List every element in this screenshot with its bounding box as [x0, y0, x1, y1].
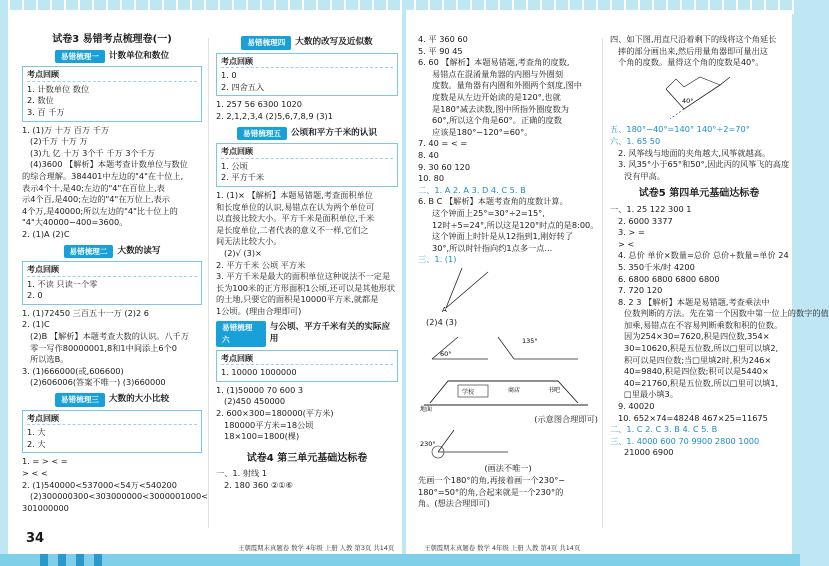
review-line: 1. 不读 只读一个零 — [27, 278, 98, 289]
torn-edge — [666, 77, 720, 89]
answer-line: 4. 平 360 60 — [418, 34, 468, 44]
section-header-6 — [216, 321, 398, 346]
column-1 — [22, 32, 209, 514]
right-page — [406, 10, 829, 556]
answer-line: □里最小填3。 — [624, 389, 678, 400]
test5-title: 试卷5 第四单元基础达标卷 — [638, 188, 760, 200]
section-tag: 易错梳理三 — [55, 393, 105, 407]
edge-tab — [94, 554, 102, 566]
review-heading: 考点回顾 — [221, 56, 393, 69]
answer-line: 8. 40 — [418, 149, 439, 160]
answer-line: 个角的度数。量得这个角的度数是40°。 — [618, 57, 764, 68]
angle-label: 60° — [440, 350, 452, 359]
answer-line: (4)3600 【解析】本题考查计数单位与数位 — [30, 159, 188, 170]
answer-line: 2. 平方千米 公顷 平方米 — [216, 259, 306, 270]
test4-title: 试卷4 第三单元基础达标卷 — [246, 452, 368, 464]
left-page — [8, 10, 402, 556]
review-line: 2. 数位 — [27, 95, 54, 106]
edge-tab — [76, 554, 84, 566]
answer-line: > < < — [22, 468, 48, 478]
answer-line: 180°=50°的角,合起来就是一个230°的 — [418, 486, 564, 497]
review-box-3 — [22, 410, 202, 454]
answer-line: 1. 257 56 6300 1020 — [216, 99, 302, 110]
answer-line: 五、180°−40°=140° 140°÷2=70° — [610, 124, 750, 135]
figure-note: (画法不唯一) — [484, 463, 532, 474]
answer-line: 30°,所以时针指向约1点多一点... — [432, 242, 553, 253]
section-tag: 易错梳理六 — [216, 321, 266, 346]
answer-line: (2)千万 十万 万 — [30, 136, 88, 147]
sketch-label-start: 学校 — [462, 388, 475, 396]
answer-line: 以直接比较大小。平方千米是面积单位,千米 — [216, 213, 375, 224]
angle-figure-2 — [418, 329, 594, 363]
answer-line: 是长度单位,二者代表的意义不一样,它们之 — [216, 224, 369, 235]
review-box-1 — [22, 66, 202, 121]
answer-line: 2. 2,1,2,3,4 (2)5,6,7,8,9 (3)1 — [216, 110, 333, 121]
review-box-2 — [22, 261, 202, 305]
answer-line: 一、1. 25 122 300 1 — [610, 203, 692, 214]
review-heading: 考点回顾 — [221, 146, 393, 159]
section-tag: 易错梳理四 — [241, 36, 291, 50]
answer-line: 和长度单位的认识,易错点在认为两个单位可 — [216, 201, 375, 212]
section-heading: 公顷和平方千米的认识 — [291, 127, 377, 138]
sketch-label-ground: 地面 — [420, 405, 433, 413]
review-line: 2. 0 — [27, 290, 43, 301]
answer-line: 2. 180 360 ②①⑥ — [224, 480, 293, 490]
edge-tab — [58, 554, 66, 566]
review-line: 1. 10000 1000000 — [221, 367, 297, 378]
angle-figure-3 — [418, 426, 594, 460]
section-heading: 计数单位和数位 — [108, 50, 170, 61]
section-tag: 易错梳理一 — [55, 50, 105, 64]
figure-note: (示意图合理即可) — [534, 414, 598, 425]
answer-line: 三、1. (1) — [418, 254, 457, 265]
review-line: 1. 大 — [27, 427, 46, 438]
answer-line: (2)450 450000 — [224, 396, 286, 407]
answer-line: 1. = > < = — [22, 456, 68, 467]
review-heading: 考点回顾 — [27, 69, 197, 82]
answer-line: (3)九 亿 十万 3个千 千万 3个千万 — [30, 147, 156, 158]
answer-line: 2. (1)A (2)C — [22, 228, 70, 239]
answer-line: 三、1. 4000 600 70 9900 2800 1000 — [610, 435, 760, 446]
answer-line: 长为100米的正方形面积1公顷,还可以是其他形状 — [216, 282, 396, 293]
answer-line: 2. 6000 3377 — [618, 215, 673, 226]
answer-line: (2)4 (3) — [426, 317, 458, 328]
route-sketch — [418, 367, 594, 411]
answer-line: 2. (1)540000<537000<54万<540200 — [22, 479, 177, 490]
answer-line: 3. 平方千米是最大的面积单位这种说法不一定是 — [216, 271, 391, 282]
answer-line: 7. 720 120 — [618, 285, 663, 296]
answer-line: 没有甲高。 — [624, 170, 665, 181]
section-header-1 — [22, 50, 202, 64]
answer-line: 2. 600×300=180000(平方米) — [216, 408, 334, 419]
answer-line: 21000 6900 — [624, 447, 674, 458]
answer-line: 零一写作80000001,8和1中间添上6个0 — [30, 342, 177, 353]
column-2 — [216, 32, 398, 492]
angle-label: 230° — [420, 439, 436, 448]
answer-line: 所以选B。 — [30, 354, 69, 365]
review-line: 1. 计数单位 数位 — [27, 83, 90, 94]
answer-line: 180000平方米=18公顷 — [224, 419, 314, 430]
answer-line: (2)606006(答案不唯一) (3)660000 — [30, 377, 166, 388]
ray-line — [498, 337, 514, 359]
answer-line: 40=21760,积是五位数,所以□里可以填1, — [624, 377, 779, 388]
ray-line — [446, 272, 488, 308]
answer-line: 10. 652×74=48248 467×25=11675 — [618, 412, 768, 423]
bottom-edge-tabs — [0, 554, 800, 566]
answer-line: 2. (1)C — [22, 319, 50, 330]
review-box-4 — [216, 53, 398, 97]
section-heading: 大数的读写 — [117, 245, 161, 256]
column-divider — [208, 38, 209, 528]
answer-line: 间无法比较大小。 — [216, 236, 282, 247]
answer-line: 30=10620,积是五位数,所以□里可以填2, — [624, 343, 779, 354]
answer-line: 四、如下图,用直尺沿着剩下的线将这个角延长 — [610, 34, 777, 44]
extension-line — [670, 109, 684, 119]
review-heading: 考点回顾 — [27, 413, 197, 426]
ray-line — [438, 430, 454, 452]
review-line: 2. 大 — [27, 438, 46, 449]
answer-line: 度数是从左边开始读的是120°,也就 — [432, 91, 561, 102]
section-heading: 大数的大小比较 — [108, 394, 170, 405]
sketch-label-line: 书吧 — [548, 386, 561, 394]
answer-line: 301000000 — [22, 502, 69, 513]
angle-label: 135° — [522, 337, 538, 346]
answer-line: 6. B C 【解析】本题考查角的度数计算。 — [418, 196, 568, 207]
answer-line: 3. (1)666000(或,606600) — [22, 365, 124, 376]
answer-line: 1. (1)72450 三百五十一万 (2)2 6 — [22, 307, 150, 318]
answer-line: 1. (1)50000 70 600 3 — [216, 384, 304, 395]
edge-tab — [40, 554, 48, 566]
answer-line: 40=9840,积是四位数;积可以是5440× — [624, 366, 769, 377]
angle-sides — [666, 77, 730, 109]
torn-angle-figure — [610, 69, 786, 121]
sketch-label-road: 商店 — [508, 386, 521, 394]
answer-line: 5. 平 90 45 — [418, 45, 463, 56]
answer-line: 4个万,是40000;所以左边的"4"比十位上的 — [22, 205, 178, 216]
answer-line: 一、1. 射线 1 — [216, 468, 267, 479]
answer-line: 这个钟面上时针是从12指到1,刚好转了 — [432, 231, 574, 242]
answer-line: 4. 总价 单价×数量=总价 总价÷数量=单价 24 — [618, 250, 789, 261]
answer-line: 9. 30 60 120 — [418, 161, 471, 172]
answer-line: 9. 40020 — [618, 401, 655, 412]
answer-line: (2)B 【解析】本题考查大数的认识。八千万 — [30, 331, 190, 342]
column-3 — [418, 34, 598, 510]
answer-line: 角。(想法合理即可) — [418, 498, 490, 509]
column-divider — [602, 38, 603, 528]
answer-line: 12时÷5=24°,所以这是120°时点的是8:00。 — [432, 219, 599, 230]
section-header-5 — [216, 127, 398, 141]
test3-title: 试卷3 易错考点梳理卷(一) — [52, 34, 172, 45]
answer-line: 的土地,只要它的面积是10000平方米,就都是 — [216, 294, 379, 305]
answer-line: "4"大40000−400=3600。 — [22, 217, 128, 228]
vertex-label: A — [442, 305, 447, 314]
answer-line: 因为254×30=7620,积是四位数,354× — [624, 331, 770, 342]
answer-line: 二、1. A 2. A 3. D 4. C 5. B — [418, 184, 526, 195]
answer-line: 1公顷。(理由合理即可) — [216, 305, 302, 316]
section-heading: 与公顷、平方千米有关的实际应用 — [269, 322, 391, 345]
answer-line: (2)300000300<303000000<3000001000< — [30, 491, 209, 502]
review-line: 1. 公顷 — [221, 160, 248, 171]
answer-line: 10. 80 — [418, 173, 445, 184]
answer-line: > < — [618, 238, 635, 249]
answer-line: 加乘,易错点在不容易判断乘数和积的位数。 — [624, 319, 783, 330]
review-line: 3. 百 千万 — [27, 106, 65, 117]
review-heading: 考点回顾 — [27, 264, 197, 277]
review-line: 2. 四舍五入 — [221, 81, 265, 92]
page-footer: 王朝霞期末真题卷 数学 4年级 上册 人教 第3页 共14页 — [238, 544, 395, 552]
answer-line: 60°,所以这个角是60°。正确的度数 — [432, 115, 562, 126]
answer-line: 位数判断的方法。先在第一个因数中第一位上的数字的值 — [624, 308, 829, 319]
review-line: 2. 平方千米 — [221, 172, 265, 183]
section-tag: 易错梳理五 — [237, 127, 287, 141]
answer-line: 易错点在混淆量角器的内圈与外圈刻 — [432, 68, 564, 79]
answer-line: 的综合理解。384401中左边的"4"在十位上, — [22, 170, 184, 181]
answer-line: 6. 6800 6800 6800 6800 — [618, 273, 720, 284]
angle-value: 40° — [682, 96, 694, 105]
column-4 — [610, 34, 829, 459]
answer-line: 应该是180°−120°=60°。 — [432, 126, 533, 137]
answer-line: 示4个百,是400;左边的"4"在万位上,表示 — [22, 194, 170, 205]
review-box-5 — [216, 143, 398, 187]
section-header-3 — [22, 393, 202, 407]
review-box-6 — [216, 350, 398, 382]
answer-line: 六、1. 65 50 — [610, 135, 661, 146]
review-line: 1. 0 — [221, 70, 237, 81]
section-tag: 易错梳理二 — [64, 245, 114, 259]
answer-line: 7. 40 = < = — [418, 138, 468, 149]
answer-line: 3. > = — [618, 227, 645, 238]
angle-figure-1 — [418, 266, 594, 314]
answer-line: 表示4个十,是40;左边的"4"在百位上,表 — [22, 182, 165, 193]
answer-line: (2)√ (3)× — [224, 247, 262, 258]
section-heading: 大数的改写及近似数 — [295, 37, 373, 47]
answer-line: 5. 350千米/时 4200 — [618, 261, 695, 272]
answer-line: 摔的部分画出来,然后用量角器即可量出这 — [618, 45, 768, 56]
page-footer: 王朝霞期末真题卷 数学 4年级 上册 人教 第4页 共14页 — [424, 544, 581, 552]
answer-line: 3. 风35°小于65°和50°,因此丙的风筝飞的高度 — [618, 159, 790, 170]
answer-line: 这个钟面上25°=30°÷2=15°, — [432, 207, 545, 218]
answer-line: 先画一个180°的角,再接着画一个230°− — [418, 475, 566, 486]
answer-line: 2. 风筝线与地面的夹角越大,风筝就越高。 — [618, 147, 771, 158]
answer-line: 是180°减去读数,图中所指外圈度数为 — [432, 103, 569, 114]
answer-line: 18×100=1800(棵) — [224, 431, 300, 442]
answer-line: 1. (1)万 十万 百万 千万 — [22, 124, 110, 135]
page-number: 34 — [26, 531, 45, 546]
section-header-4 — [216, 36, 398, 50]
section-header-2 — [22, 245, 202, 259]
answer-line: 8. 2 3 【解析】本题是易错题,考查乘法中 — [618, 296, 770, 307]
answer-line: 1. (1)× 【解析】本题易错题,考查面积单位 — [216, 189, 373, 200]
answer-line: 积可以是四位数;当□里填2时,积为246× — [624, 354, 772, 365]
answer-line: 度数。量角器有内圈和外圈两个刻度,图中 — [432, 80, 582, 91]
answer-line: 6. 60 【解析】本题易错题,考查角的度数, — [418, 57, 570, 68]
review-heading: 考点回顾 — [221, 353, 393, 366]
ray-line — [446, 268, 462, 308]
answer-line: 二、1. C 2. C 3. B 4. C 5. B — [610, 424, 718, 435]
